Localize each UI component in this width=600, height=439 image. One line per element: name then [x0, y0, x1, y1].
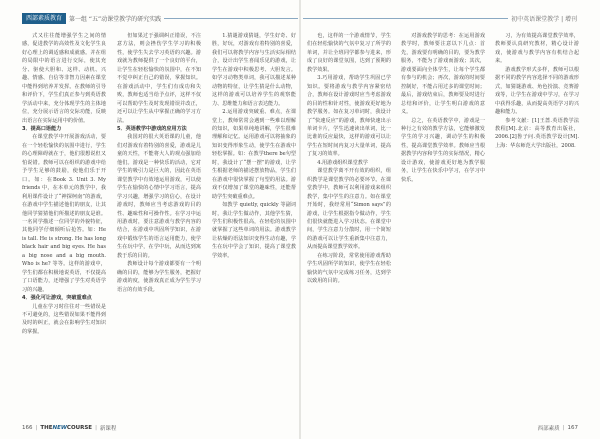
text-column-5: [401, 32, 485, 417]
body-paragraph: 儿童在学习时往往对一些错误是不可避免的，这些错误如果不能得到及时的纠正，就会在影响学生对知识的掌握。: [22, 303, 106, 335]
body-paragraph: 游戏教学形式多样，教师可以根据不同的教学内容选择不同的游戏形式，如猜谜游戏、角色扮演、竞赛游戏等，让学生在游戏中学习，在学习中获得乐趣，从而提高英语学习的兴趣和能力。: [495, 66, 579, 116]
body-paragraph: 4.用游戏组织课堂教学: [317, 159, 368, 166]
text-column-4: [307, 32, 391, 417]
body-paragraph: 1.猜谜游戏猜谜，学生好奇、好胜，好玩，对游戏有着特别的喜爱，我们可以将教学内容与生活实际相结合，设计出学生喜闻乐见的游戏，让学生在游戏中积极思考、大胆发言。如学习动物类单词，我可以描述某种动物的特征，让学生猜是什么动物，这样的游戏可以培养学生的观察能力、思维能力和语言表达能力。: [212, 33, 296, 107]
body-paragraph: 对游戏教学的思考：在运用游戏教学时，教师要注意以下几点：首先，游戏要有明确的目的，要为教学服务，不能为了游戏而游戏；其次，游戏要面向全体学生，让每个学生都有参与的机会；再次，游戏的时间要控制好，不能占用过多的课堂时间；最后，游戏结束后，教师要及时进行总结和评价，让学生明白游戏的意义。: [401, 33, 485, 116]
right-header-rule: [303, 18, 508, 19]
page-gutter: [299, 0, 301, 439]
body-paragraph: 教师设计每个游戏都要有一个明确的目的，能够为学生服务，把握好游戏的度，使游戏真正成为学生学习语言的有效手段。: [117, 261, 201, 293]
body-paragraph: 课堂教学离不开有效的组织，组织教学是课堂教学的必要环节。在课堂教学中，教师可以利用游戏来组织教学，集中学生的注意力。如在课堂开始时，我经常用“Simon says”的游戏，让学生根据指令做动作，学生们很快就能进入学习状态。在课堂中间，学生注意力分散时，用一个简短的游戏可以让学生重新集中注意力，从而提高课堂教学效率。: [307, 168, 391, 251]
brand-suffix: COURSE: [66, 425, 93, 431]
body-paragraph: 在课堂教学中开展游戏活动，要在一个轻松愉快的氛围中进行，学生的心理障碍就在于，他们很想说但又怕说错。教师可以在组织的游戏中给予学生足够的鼓励，使他们乐于开口。如：在Book 3. Unit 3. My friends 中，在本单元的教学中，我利用课件设计了“神探柯南”的游戏，在游戏中学生描述他们的朋友，让其他同学猜猜他们所描述的朋友是谁。一名同学描述一位同学的外貌特征，其他同学仔细倾听后抢答。如：He is tall. He is strong. He has long black hair and big eyes. He has a big nose and a big mouth. Who is he? 等等。这样的游戏中，学生们都在积极地说英语，不仅提高了口语能力，还增强了学生对英语学习的兴趣。: [22, 134, 106, 293]
body-paragraph: 总之，在英语教学中，游戏是一种行之有效的教学方法，它能够激发学生的学习兴趣，调动学生的积极性，提高课堂教学效率。教师应当根据教学内容和学生的实际情况，精心设计游戏，使游戏更好地为教学服务，让学生在快乐中学习，在学习中快乐。: [401, 117, 485, 183]
body-paragraph: 我国对的很大英语课的儿童，他们对游戏有着特别的喜爱，游戏是儿童的天性，不能将大人的观点强加给他们。游戏是一种快乐的活动，它对学生的吸引力是巨大的，因此在英语课堂教学中有效地运用游戏，可以使学生在愉快的心情中学习语言，提高学习兴趣，增强学习的信心，在设计游戏时，教师应当考虑游戏的目的性、趣味性和可操作性。在学习中运用游戏时，要注意游戏与教学内容的结合，在游戏中巩固所学知识，在游戏中锻炼学生的语言运用能力，使学生在玩中学，在学中玩，从而达到寓教于乐的目的。: [117, 134, 201, 259]
left-page-footer: 166 | THE NEW COURSE | 新课程: [22, 425, 117, 432]
section-heading: 4．强化可让游戏，突破重难点: [22, 295, 92, 302]
right-page-footer: 西部素质 | 167: [537, 425, 578, 432]
left-header-title: 第一组 “五”动课堂教学的研究实践: [69, 16, 162, 23]
body-paragraph: 但如果过于强调纠正错误，不注意方法，则会挫伤学生学习的积极性，使学生失去学习英语的兴趣。游戏就为教师提供了一个良好的平台，让学生在轻松愉快的氛围中，在不知不觉中纠正自己的错误，掌握知识。在游戏活动中，学生们有成功和失败，教师也适当给予点评，这样不仅可以帮助学生及时发现错误并改正，还可以让学生从中掌握正确的学习方法。: [117, 33, 201, 124]
body-paragraph: 也，这样的一个游戏情节，学生们在轻松愉快的气氛中复习了所学的单词，并让全班同学都参与进来，形成了良好的课堂氛围，达到了预期的教学效果。: [307, 33, 391, 73]
section-tag: 西部素质教育: [22, 13, 66, 24]
body-paragraph: 3.巧用游戏，帮助学生巩固已学知识。要将游戏与教学内容紧密结合，教师在设计游戏时应当考虑游戏的目的性和针对性，使游戏更好地为教学服务。如在复习单词时，我设计了“快速反应”的游戏，教师快速出示单词卡片，学生迅速读出单词，比一比谁的反应最快，这样的游戏可以让学生在短时间内复习大量单词，提高了复习的效率。: [307, 75, 391, 158]
text-column-1: [22, 32, 106, 417]
right-page-number: 167: [567, 425, 578, 431]
right-header-title: 初中英语课堂教学 | 增刊: [511, 16, 577, 23]
section-heading: 5．英语教学中游戏的应用方法: [117, 125, 187, 132]
body-paragraph: 参考文献：[1]王蔷.英语教学法教程[M].北京：高等教育出版社，2006.[2]鲁子问.英语教学设计[M].上海：华东师范大学出版社，2008.: [495, 117, 579, 149]
body-paragraph: 式又往往能增强学生之间的情感，促进教学的高效性及文化学生良好心理上的调适感和成就感。并在组的局限中的语言进行交际，使其充分、驱使大胆和、这样、动机、兴趣、情感、自信等非智力因素在课堂中能得到培养并发挥。在教师的引导和评价下，学生们真正参与到英语教学活动中来，充分体现学生的主体地位，充分展示语言的交际功能，反映出语言在实际运用中的价值。: [22, 33, 106, 124]
left-page-header: [22, 13, 298, 24]
brand-prefix: THE: [40, 425, 53, 431]
text-column-2: [117, 32, 201, 417]
body-paragraph: 习，为有效提高课堂教学效率，教师要认真研究教材，精心设计游戏，使游戏与教学内容有机结合起来。: [495, 33, 579, 65]
left-page-number: 166: [22, 425, 33, 431]
text-column-3: [212, 32, 296, 417]
brand-accent: NEW: [52, 425, 67, 431]
left-section-name: 新课程: [99, 426, 117, 432]
right-section-name: 西部素质: [537, 426, 560, 432]
body-paragraph: 2.运用游戏突破重、难点，在课堂上，教师常常会遇到一些难以理解的知识，如果单纯地讲解，学生很难理解和记忆。运用游戏可以将抽象的知识变得形象生动，使学生在游戏中轻松掌握。如：在教学there be句型时，我设计了“摆一摆”的游戏，让学生根据老师的描述摆放物品，学生们在游戏中很快掌握了句型的用法。游戏不仅增加了课堂的趣味性，还能帮助学生突破重难点。: [212, 109, 296, 200]
body-paragraph: 如教学 quietly, quickly 等副词时，我让学生做动作，其他学生猜，学生们积极性很高，在轻松的氛围中就掌握了这些单词的用法。游戏教学让枯燥的语法知识变得生动有趣，学生在玩中学会了知识，提高了课堂教学效率。: [212, 202, 296, 259]
body-paragraph: 在练习阶段，常常使用游戏帮助学生巩固所学的知识，使学生在轻松愉快的气氛中完成练习任务，达到学以致用的目的。: [307, 252, 391, 285]
section-heading: 3．提高口语能力: [22, 125, 62, 132]
left-header-rule: [164, 18, 298, 19]
text-column-6: [495, 32, 579, 417]
right-page-header: [303, 13, 577, 24]
